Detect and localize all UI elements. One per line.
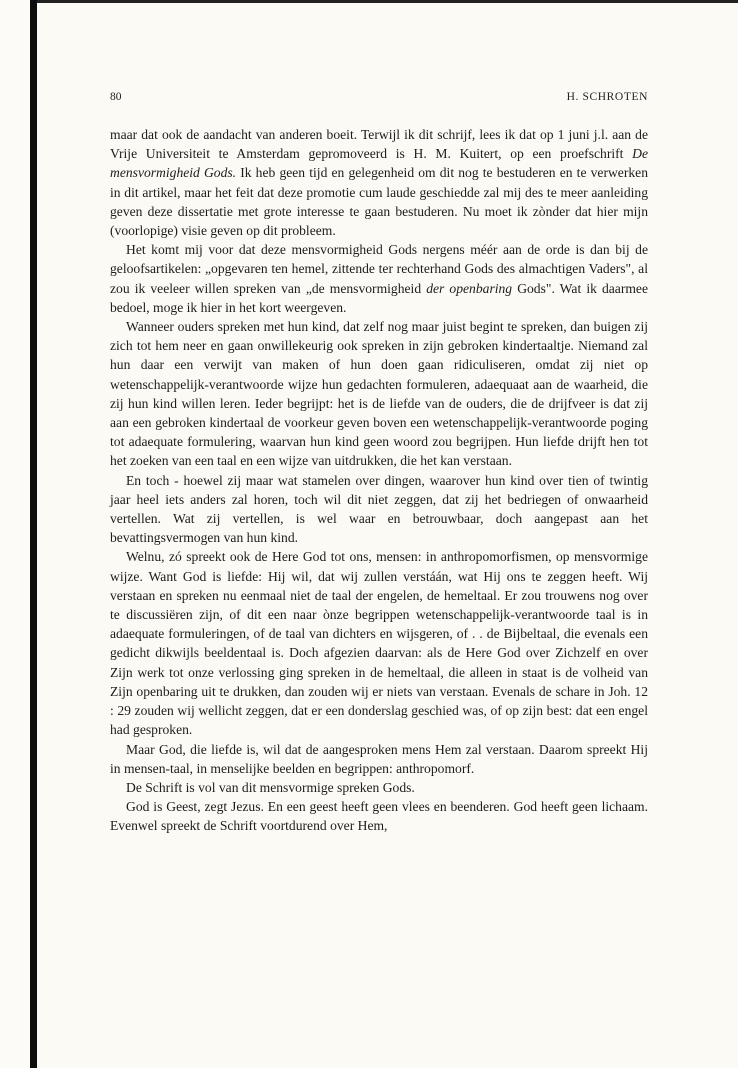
paragraph-6: Maar God, die liefde is, wil dat de aangesproken mens Hem zal verstaan. Daarom spreekt Hij in mensen-taal, in menselijke beelden en begrippen: anthropomorf. — [110, 741, 648, 776]
paragraph-2: Het komt mij voor dat deze mensvormigheid Gods nergens méér aan de orde is dan bij de geloofsartikelen: „opgevaren ten hemel, zittende ter rechterhand Gods des almachtigen Vaders", al zou ik veeleer willen spreken van „de mensvormigheid der openbaring Gods". Wat ik daarmee bedoel, moge ik hier in het kort weergeven. — [110, 242, 649, 315]
paragraph-4: En toch - hoewel zij maar wat stamelen over dingen, waarover hun kind over tien of twintig jaar heel iets anders zal horen, toch wil dit niet zeggen, dat zij het bedriegen of onwaarheid vertellen. Wat zij vertellen, is wel waar en betrouwbaar, doch aangepast aan het bevattingsvermogen van hun kind. — [110, 472, 648, 546]
page-number: 80 — [110, 91, 122, 103]
paragraph-7: De Schrift is vol van dit mensvormige spreken Gods. — [126, 779, 415, 795]
body-text — [110, 125, 648, 836]
book-title-italic: De mensvormigheid Gods. — [110, 146, 648, 181]
paragraph-1: maar dat ook de aandacht van anderen boeit. Terwijl ik dit schrijf, lees ik dat op 1 juni j.l. aan de Vrije Universiteit te Amsterdam gepromoveerd is H. M. Kuitert, op een proefschrift De mensvormigheid Gods. Ik heb geen tijd en gelegenheid om dit nog te bestuderen en te verwerken in dit artikel, maar het feit dat deze promotie cum laude geschiedde zal mij des te meer aanleiding geven deze dissertatie met grote interesse te gaan bestuderen. Nu moet ik zònder dat hier mijn (voorlopige) visie geven op dit probleem. — [110, 127, 648, 239]
phrase-italic: der openbaring — [426, 280, 513, 296]
paragraph-3: Wanneer ouders spreken met hun kind, dat zelf nog maar juist begint te spreken, dan buigen zij zich tot hem neer en gaan onwillekeurig ook spreken in zijn gebroken kindertaaltje. Niemand zal hun daar een verwijt van maken of hun doen gaan ridiculiseren, omdat zij niet op wetenschappelijk-verantwoorde wijze hun gedachten formuleren, adaequaat aan de waarheid, die zij hun kind willen leren. Ieder begrijpt: het is de liefde van de ouders, die de drijfveer is dat zij aan een gebroken kindertaal de voorkeur geven boven een wetenschappelijk-verantwoorde poging tot adaequate formulering, waarvan hun kind geen woord zou begrijpen. Hun liefde drijft hen tot het zoeken van een taal en een wijze van uitdrukken, die het kan verstaan. — [110, 319, 648, 469]
paragraph-8: God is Geest, zegt Jezus. En een geest heeft geen vlees en beenderen. God heeft geen lichaam. Evenwel spreekt de Schrift voortdurend over Hem, — [110, 799, 648, 834]
paragraph-5: Welnu, zó spreekt ook de Here God tot ons, mensen: in anthropomorfismen, op mensvormige wijze. Want God is liefde: Hij wil, dat wij zullen verstáán, wat Hij ons te zeggen heeft. Wij verstaan en spreken nu eenmaal niet de taal der engelen, de hemeltaal. Er zou trouwens nog over te discussiëren zijn, of dit een naar ònze begrippen wetenschappelijk-verantwoorde taal is in adaequate formuleringen, of de taal van dichters en wijsgeren, of . . de Bijbeltaal, die evenals een gedicht dikwijls beeldentaal is. Doch afgezien daarvan: als de Here God over Zichzelf en over Zijn werk tot onze verlossing ging spreken in de hemeltaal, die alleen in staat is de volheid van Zijn openbaring uit te drukken, dan zouden wij er niets van verstaan. Evenals de schare in Joh. 12 : 29 zouden wij wellicht zeggen, dat er een donderslag geschied was, of op zijn best: dat een engel had gesproken. — [110, 549, 648, 738]
running-title: H. SCHROTEN — [566, 91, 648, 103]
scan-left-edge — [30, 0, 37, 1068]
